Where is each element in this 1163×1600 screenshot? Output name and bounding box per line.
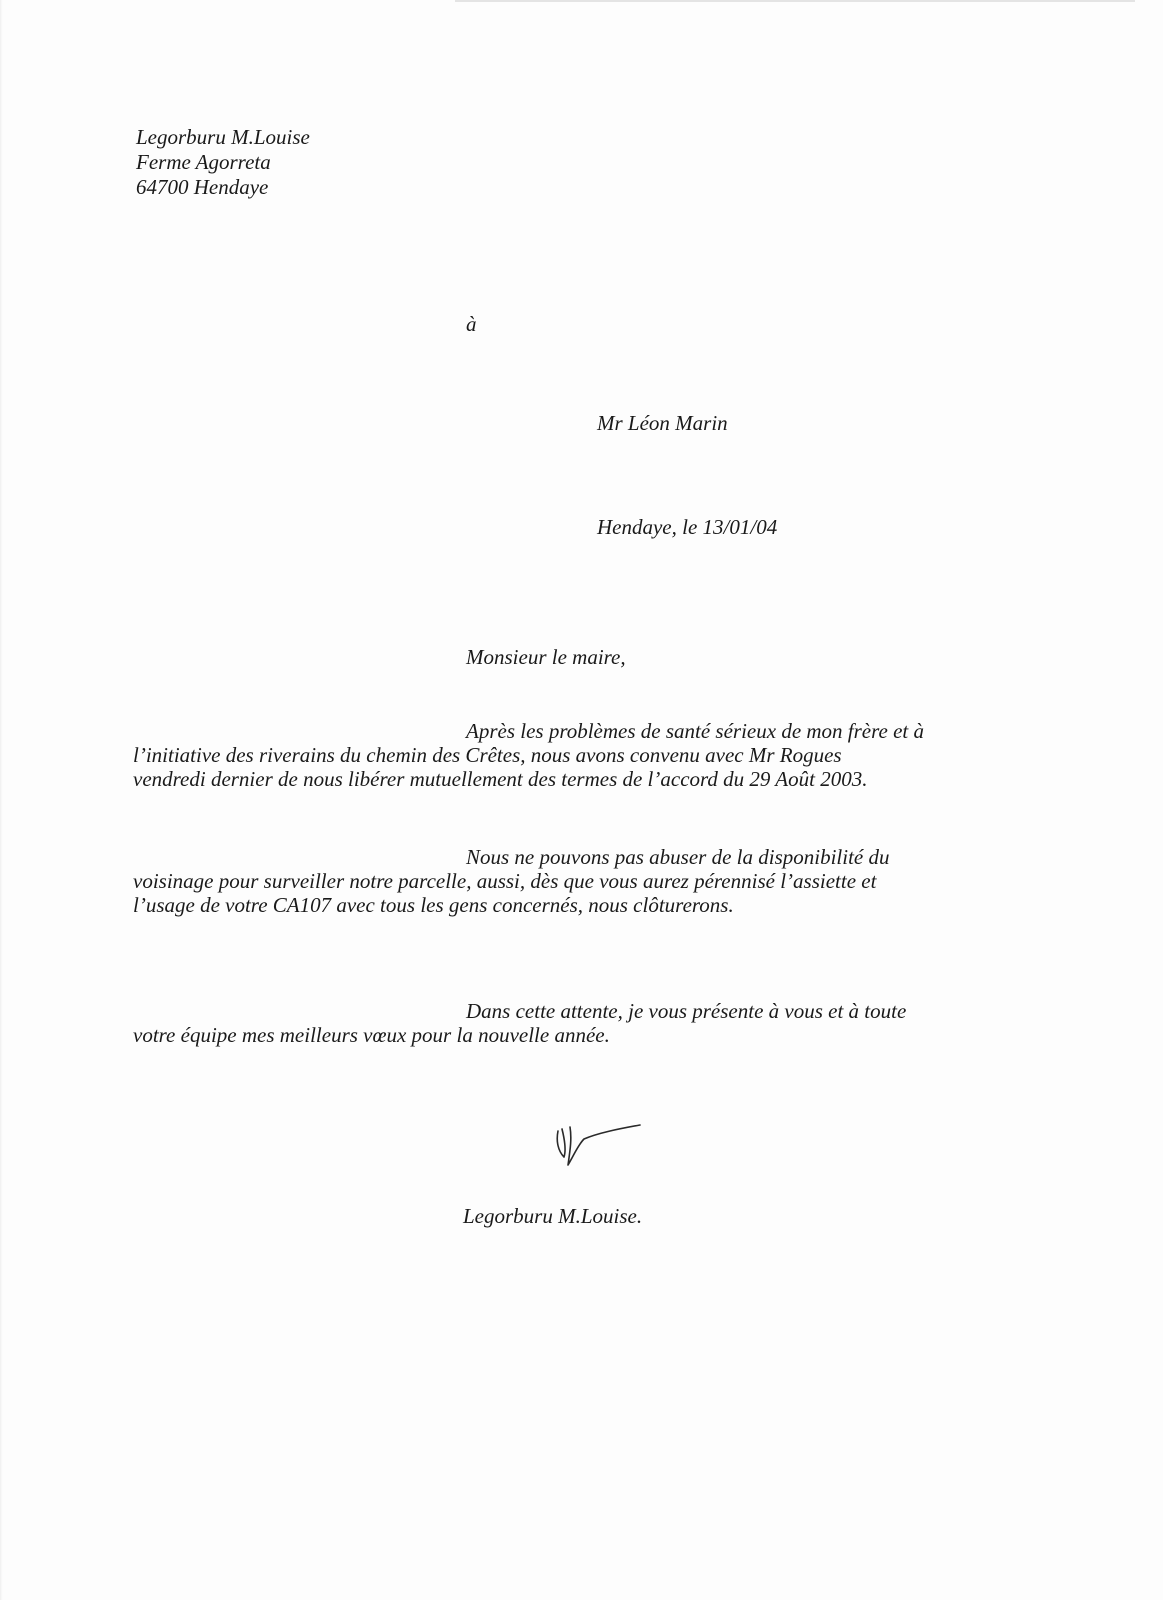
paragraph-line: Après les problèmes de santé sérieux de mon frère et à (466, 719, 925, 743)
paragraph-line: votre équipe mes meilleurs vœux pour la nouvelle année. (133, 1023, 610, 1047)
body-paragraph-3 (133, 999, 963, 1047)
to-word: à (466, 312, 477, 336)
sender-name: Legorburu M.Louise (136, 125, 310, 149)
recipient-name: Mr Léon Marin (597, 411, 728, 435)
sender-address-line1: Ferme Agorreta (136, 150, 271, 174)
paragraph-line: Dans cette attente, je vous présente à vous et à toute (466, 999, 907, 1023)
sender-address-line2: 64700 Hendaye (136, 175, 269, 199)
paragraph-line: vendredi dernier de nous libérer mutuellement des termes de l’accord du 29 Août 2003. (133, 767, 868, 791)
paragraph-line: voisinage pour surveiller notre parcelle, aussi, dès que vous aurez pérennisé l’assiette et (133, 869, 877, 893)
paragraph-line: Nous ne pouvons pas abuser de la disponibilité du (466, 845, 890, 869)
scan-edge-top (455, 0, 1135, 2)
signer-name: Legorburu M.Louise. (463, 1204, 643, 1228)
salutation: Monsieur le maire, (466, 645, 626, 669)
body-paragraph-1 (133, 719, 963, 791)
handwritten-signature-icon (548, 1121, 648, 1173)
date-line: Hendaye, le 13/01/04 (597, 515, 778, 539)
paragraph-line: l’initiative des riverains du chemin des Crêtes, nous avons convenu avec Mr Rogues (133, 743, 842, 767)
sender-address (136, 125, 310, 200)
paragraph-line: l’usage de votre CA107 avec tous les gens concernés, nous clôturerons. (133, 893, 734, 917)
scan-edge-left (0, 0, 3, 1600)
body-paragraph-2 (133, 845, 963, 917)
